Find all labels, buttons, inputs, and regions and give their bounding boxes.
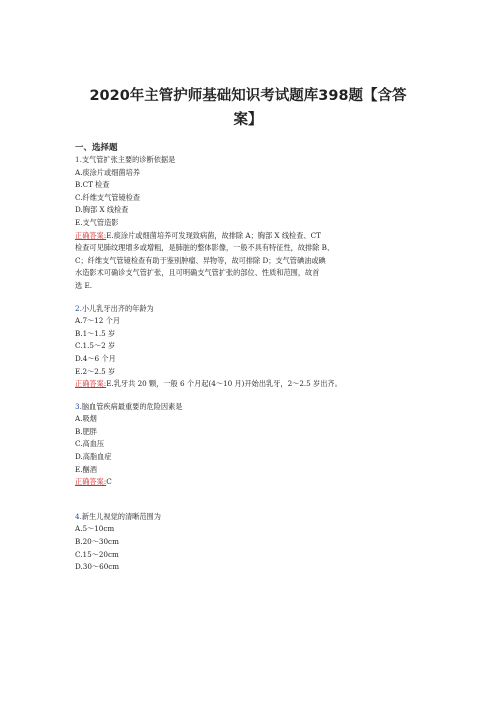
option: A.5～10cm	[75, 524, 115, 534]
option: A.痰涂片或细菌培养	[75, 167, 140, 177]
option: B.20～30cm	[75, 537, 119, 547]
option: D.胸部 X 线检查	[75, 205, 129, 215]
answer-line	[75, 378, 435, 391]
answer-text: E.乳牙共 20 颗，一般 6 个月起(4～10 月)开始出乳牙，2～2.5 岁出齐。	[106, 379, 342, 389]
option: A.7～12 个月	[75, 316, 121, 326]
document-title	[60, 84, 436, 132]
answer-explanation-line: 选 E.	[75, 280, 93, 290]
question-4	[75, 511, 435, 574]
question-text: 支气管扩张主要的诊断依据是	[81, 155, 176, 164]
question-text: 新生儿视觉的清晰范围为	[81, 511, 161, 521]
question-stem	[75, 511, 435, 524]
question-text: 脑血管疾病最重要的危险因素是	[81, 401, 183, 411]
answer-explanation-line: 水造影术可确诊支气管扩张，且可明确支气管扩张的部位、性质和范围，故首	[75, 268, 320, 278]
answer-explanation-line: 检查可见肺纹理增多或增粗，是肺脏的整体影像，一般不具有特征性，故排除 B、	[75, 243, 335, 253]
question-2	[75, 303, 435, 391]
answer-label: 正确答案:	[75, 477, 107, 487]
option: C.15～20cm	[75, 549, 119, 559]
option: D.高脂血症	[75, 452, 112, 462]
option: B.CT 检查	[75, 180, 110, 190]
answer-text: E.痰涂片或细菌培养可发现致病菌，故排除 A；胸部 X 线检查、CT	[106, 230, 321, 240]
answer-explanation-line: C；纤维支气管镜检查有助于鉴别肿瘤、异物等，故可排除 D；支气管碘油或碘	[75, 255, 326, 265]
option: D.30～60cm	[75, 562, 120, 572]
question-3	[75, 401, 435, 489]
answer-line	[75, 230, 435, 243]
option: E.支气管造影	[75, 217, 119, 227]
option: C.纤维支气管镜检查	[75, 192, 141, 202]
answer-text: C	[106, 477, 112, 487]
answer-label: 正确答案:	[75, 379, 107, 389]
question-text: 小儿乳牙出齐的年龄为	[81, 303, 154, 313]
option: E.2～2.5 岁	[75, 366, 116, 376]
answer-line	[75, 476, 435, 489]
option: A.吸烟	[75, 414, 97, 424]
question-list	[75, 154, 435, 574]
option: B.肥胖	[75, 426, 97, 436]
answer-label: 正确答案:	[75, 230, 107, 240]
question-number: 1.	[75, 155, 82, 164]
title-line-2: 案】	[233, 112, 263, 128]
option: D.4～6 个月	[75, 353, 116, 363]
section-heading: 一、选择题	[75, 143, 118, 153]
option: C.高血压	[75, 439, 105, 449]
question-number: 3.	[75, 401, 82, 411]
option: E.酗酒	[75, 464, 97, 474]
question-stem	[75, 303, 435, 316]
option: C.1.5～2 岁	[75, 341, 116, 351]
question-1	[75, 154, 435, 293]
title-line-1: 2020年主管护师基础知识考试题库398题【含答	[89, 88, 407, 104]
question-stem	[75, 154, 435, 167]
option: B.1～1.5 岁	[75, 328, 116, 338]
question-number: 4.	[75, 511, 82, 521]
question-stem	[75, 401, 435, 414]
question-number: 2.	[75, 303, 82, 313]
